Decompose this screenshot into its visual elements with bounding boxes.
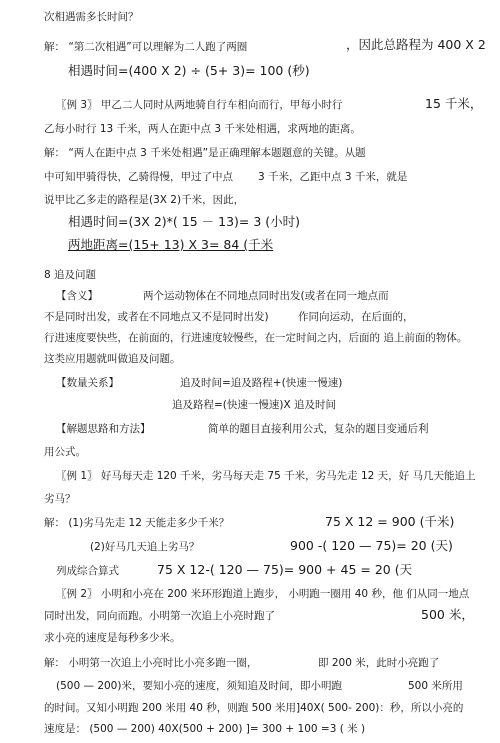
text-segment: ，因此总路程为 400 X 2 (346, 37, 486, 52)
text-segment: 劣马？ (44, 493, 76, 505)
text-segment: 简单的题目直接利用公式，复杂的题目变通后利 (208, 423, 429, 435)
text-segment: 行进速度要快些，在前面的，行进速度较慢些，在一定时间之内，后面的 追上前面的物体。 (44, 332, 468, 344)
text-segment: 〖例 1〗 好马每天走 120 千米，劣马每天走 75 千米，劣马先走 12 天，好 马几天能追上 (56, 470, 476, 482)
text-segment: 用公式。 (44, 446, 86, 458)
text-segment: 相遇时间=(3X 2)*( 15 － 13)= 3 (小时) (68, 214, 301, 229)
text-segment: 8 追及问题 (44, 269, 97, 281)
text-segment: 速度是： (500 — 200) 40X(500 + 200) ]= 300 + 100 =3 ( 米 ) (44, 723, 366, 735)
text-segment: 说甲比乙多走的路程是(3X 2)千米，因此， (44, 194, 245, 206)
text-segment: 这类应用题就叫做追及问题。 (44, 353, 181, 365)
text-segment: 【含义】 (56, 290, 98, 302)
text-segment: 追及时间=追及路程+(快速一慢速) (180, 377, 343, 389)
text-segment: 乙每小时行 13 千米，两人在距中点 3 千米处相遇，求两地的距离。 (44, 123, 361, 135)
text-segment: 75 X 12-( 120 — 75)= 900 + 45 = 20 (天 (157, 562, 413, 577)
text-segment: 即 200 米，此时小亮跑了 (318, 657, 440, 669)
text-segment: 【数量关系】 (56, 377, 119, 389)
text-segment: 500 米， (421, 607, 474, 622)
text-segment: 列成综合算式 (56, 565, 119, 577)
text-segment: 追及路程=(快速一慢速)X 追及时间 (172, 399, 337, 411)
text-segment: 15 千米， (425, 96, 483, 111)
text-segment: 〖例 3〗 甲乙二人同时从两地骑自行车相向而行，甲每小时行 (56, 99, 343, 111)
text-segment: 解： “两人在距中点 3 千米处相遇”是正确理解本题题意的关键。从题 (44, 147, 366, 159)
text-segment: 解： (1)劣马先走 12 天能走多少千米？ (44, 517, 230, 529)
text-segment: 不是同时出发，或者在不同地点又不是同时出发) (44, 311, 269, 323)
text-segment: 500 米所用 (408, 680, 463, 692)
text-segment: 的时间。又知小明跑 200 米用 40 秒，则跑 500 米用]40X( 500- 200)：秒，所以小亮的 (44, 702, 464, 714)
text-segment: 两地距离=(15+ 13) X 3= 84 (千米 (68, 237, 274, 252)
text-segment: 3 千米，乙距中点 3 千米，就是 (258, 171, 408, 183)
text-segment: 相遇时间=(400 X 2) ÷ (5+ 3)= 100 (秒) (68, 63, 310, 78)
text-segment: 两个运动物体在不同地点同时出发(或者在同一地点而 (143, 290, 389, 302)
text-segment: 求小亮的速度是每秒多少米。 (44, 632, 181, 644)
text-segment: (2)好马几天追上劣马？ (90, 541, 200, 553)
text-segment: 同时出发，同向而跑。小明第一次追上小亮时跑了 (44, 610, 275, 622)
text-segment: 【解题思路和方法】 (56, 423, 151, 435)
text-segment: (500 — 200)米，要知小亮的速度，须知追及时间，即小明跑 (56, 680, 342, 692)
text-segment: 解： “第二次相遇”可以理解为二人跑了两圈 (44, 41, 248, 53)
text-segment: 次相遇需多长时间？ (44, 11, 139, 23)
text-segment: 解： 小明第一次追上小亮时比小亮多跑一圈， (44, 657, 258, 669)
text-segment: 中可知甲骑得快，乙骑得慢，甲过了中点 (44, 171, 233, 183)
text-segment: 作同向运动，在后面的， (298, 311, 414, 323)
text-segment: 75 X 12 = 900 (千米) (325, 514, 455, 529)
text-segment: 900 -( 120 — 75)= 20 (天) (290, 538, 453, 553)
text-segment: 〖例 2〗 小明和小亮在 200 米环形跑道上跑步， 小明跑一圈用 40 秒，他 们从同一地点 (56, 588, 470, 600)
